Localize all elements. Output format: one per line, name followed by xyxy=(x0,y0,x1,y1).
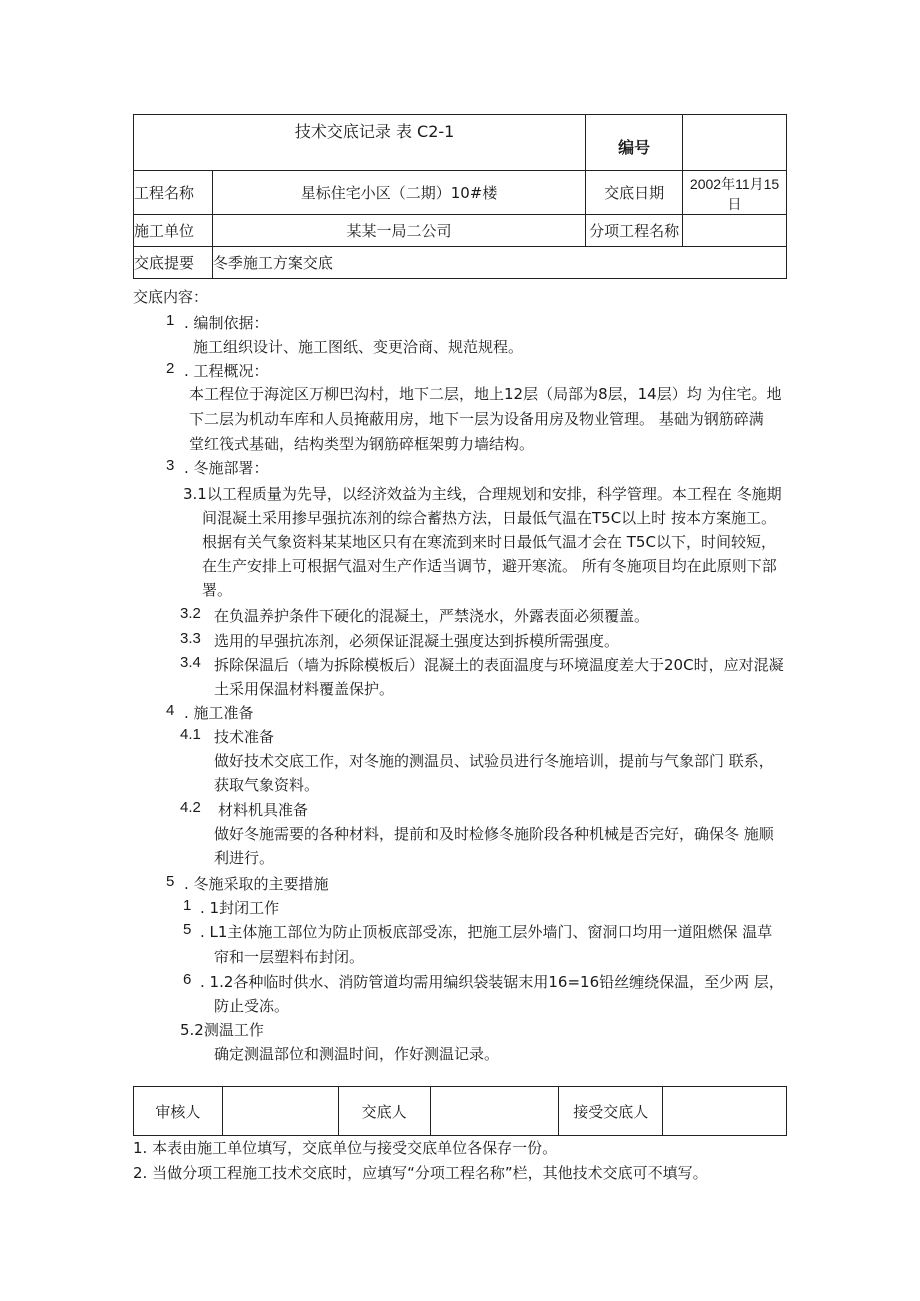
contractor-label: 施工单位 xyxy=(134,215,213,247)
section-3-1-line-4: 在生产安排上可根据气温对生产作适当调节，避开寒流。 所有冬施项目均在此原则下部 xyxy=(202,557,777,575)
section-1-title: . 编制依据： xyxy=(184,314,269,332)
note-1: 1. 本表由施工单位填写，交底单位与接受交底单位各保存一份。 xyxy=(133,1139,558,1157)
section-1-body: 施工组织设计、施工图纸、变更洽商、规范规程。 xyxy=(193,338,524,356)
section-5-2-body: 确定测温部位和测温时间，作好测温记录。 xyxy=(214,1045,500,1063)
section-3-number: 3 xyxy=(166,457,175,474)
section-3-1-line-3: 根据有关气象资料某某地区只有在寒流到来时日最低气温才会在 T5C以下，时间较短， xyxy=(202,533,776,551)
reviewer-field[interactable] xyxy=(222,1087,338,1136)
section-3-4-line-2: 土采用保温材料覆盖保护。 xyxy=(214,680,395,698)
section-5-1-1-number: 5 xyxy=(183,921,192,938)
section-3-3-text: 选用的早强抗冻剂，必须保证混凝土强度达到拆模所需强度。 xyxy=(214,632,620,650)
section-5-title: . 冬施采取的主要措施 xyxy=(184,875,329,893)
signature-table xyxy=(133,1086,787,1136)
section-5-1-1-line-1: . L1主体施工部位为防止顶板底部受冻，把施工层外墙门、窗洞口均用一道阻燃保 温草 xyxy=(200,923,773,941)
section-3-title: . 冬施部署： xyxy=(184,459,269,477)
note-2: 2. 当做分项工程施工技术交底时，应填写“分项工程名称”栏，其他技术交底可不填写。 xyxy=(133,1164,708,1182)
section-4-2-title: 材料机具准备 xyxy=(218,801,309,819)
section-4-2-number: 4.2 xyxy=(180,799,201,816)
form-title-cell xyxy=(134,115,586,171)
date-value: 2002年11月15日 xyxy=(683,171,787,215)
section-2-title: . 工程概况： xyxy=(184,362,269,380)
section-5-1-2-line-2: 防止受冻。 xyxy=(214,997,290,1015)
section-3-1-line-1: 3.1以工程质量为先导，以经济效益为主线，合理规划和安排，科学管理。本工程在 冬施期 xyxy=(183,485,782,503)
reviewer-label: 审核人 xyxy=(134,1087,223,1136)
section-4-title: . 施工准备 xyxy=(184,704,254,722)
subproject-field[interactable] xyxy=(683,215,787,247)
date-label: 交底日期 xyxy=(586,171,683,215)
section-5-1-2-line-1: . 1.2各种临时供水、消防管道均需用编织袋装锯末用16=16铅丝缠绕保温，至少两 层， xyxy=(200,973,784,991)
section-3-2-number: 3.2 xyxy=(180,605,201,622)
contractor-value: 某某一局二公司 xyxy=(212,215,585,247)
section-5-1-title: . 1封闭工作 xyxy=(200,899,280,917)
header-table xyxy=(133,114,787,279)
number-field[interactable] xyxy=(683,115,787,171)
section-5-1-2-number: 6 xyxy=(183,971,192,988)
content-heading: 交底内容： xyxy=(133,288,209,306)
summary-label: 交底提要 xyxy=(134,247,213,279)
section-4-2-line-2: 利进行。 xyxy=(214,849,275,867)
section-4-1-line-1: 做好技术交底工作，对冬施的测温员、试验员进行冬施培训，提前与气象部门 联系， xyxy=(214,752,774,770)
discloser-field[interactable] xyxy=(430,1087,559,1136)
section-3-4-number: 3.4 xyxy=(180,654,201,671)
section-3-4-line-1: 拆除保温后（墙为拆除模板后）混凝土的表面温度与环境温度差大于20C时，应对混凝 xyxy=(214,656,784,674)
section-2-line-3: 堂红筏式基础，结构类型为钢筋碎框架剪力墙结构。 xyxy=(189,435,535,453)
section-5-2-title: 5.2测温工作 xyxy=(180,1021,264,1039)
summary-value: 冬季施工方案交底 xyxy=(212,247,786,279)
receiver-label: 接受交底人 xyxy=(559,1087,663,1136)
section-3-2-text: 在负温养护条件下硬化的混凝土，严禁浇水，外露表面必须覆盖。 xyxy=(214,607,650,625)
section-3-3-number: 3.3 xyxy=(180,630,201,647)
section-5-number: 5 xyxy=(166,873,175,890)
section-2-number: 2 xyxy=(166,360,175,377)
form-title: 技术交底记录 表 C2-1 xyxy=(294,122,455,141)
section-3-1-line-2: 间混凝土采用掺早强抗冻剂的综合蓄热方法，日最低气温在T5C以上时 按本方案施工。 xyxy=(202,509,776,527)
section-4-1-title: 技术准备 xyxy=(214,728,275,746)
receiver-field[interactable] xyxy=(663,1087,787,1136)
section-4-number: 4 xyxy=(166,702,175,719)
subproject-label: 分项工程名称 xyxy=(586,215,683,247)
section-5-1-number: 1 xyxy=(183,897,192,914)
discloser-label: 交底人 xyxy=(338,1087,430,1136)
section-2-line-2: 下二层为机动车库和人员掩蔽用房，地下一层为设备用房及物业管理。 基础为钢筋碎满 xyxy=(189,410,764,428)
section-1-number: 1 xyxy=(166,312,175,329)
section-5-1-1-line-2: 帘和一层塑料布封闭。 xyxy=(214,948,365,966)
section-4-2-line-1: 做好冬施需要的各种材料，提前和及时检修冬施阶段各种机械是否完好，确保冬 施顺 xyxy=(214,825,774,843)
section-2-line-1: 本工程位于海淀区万柳巴沟村，地下二层，地上12层（局部为8层，14层）均 为住宅。地 xyxy=(189,385,782,403)
section-3-1-line-5: 署。 xyxy=(202,581,233,599)
project-name-label: 工程名称 xyxy=(134,171,213,215)
section-4-1-number: 4.1 xyxy=(180,726,201,743)
section-4-1-line-2: 获取气象资料。 xyxy=(214,776,320,794)
number-label: 编号 xyxy=(586,115,683,171)
project-name-value: 星标住宅小区（二期）10#楼 xyxy=(212,171,585,215)
